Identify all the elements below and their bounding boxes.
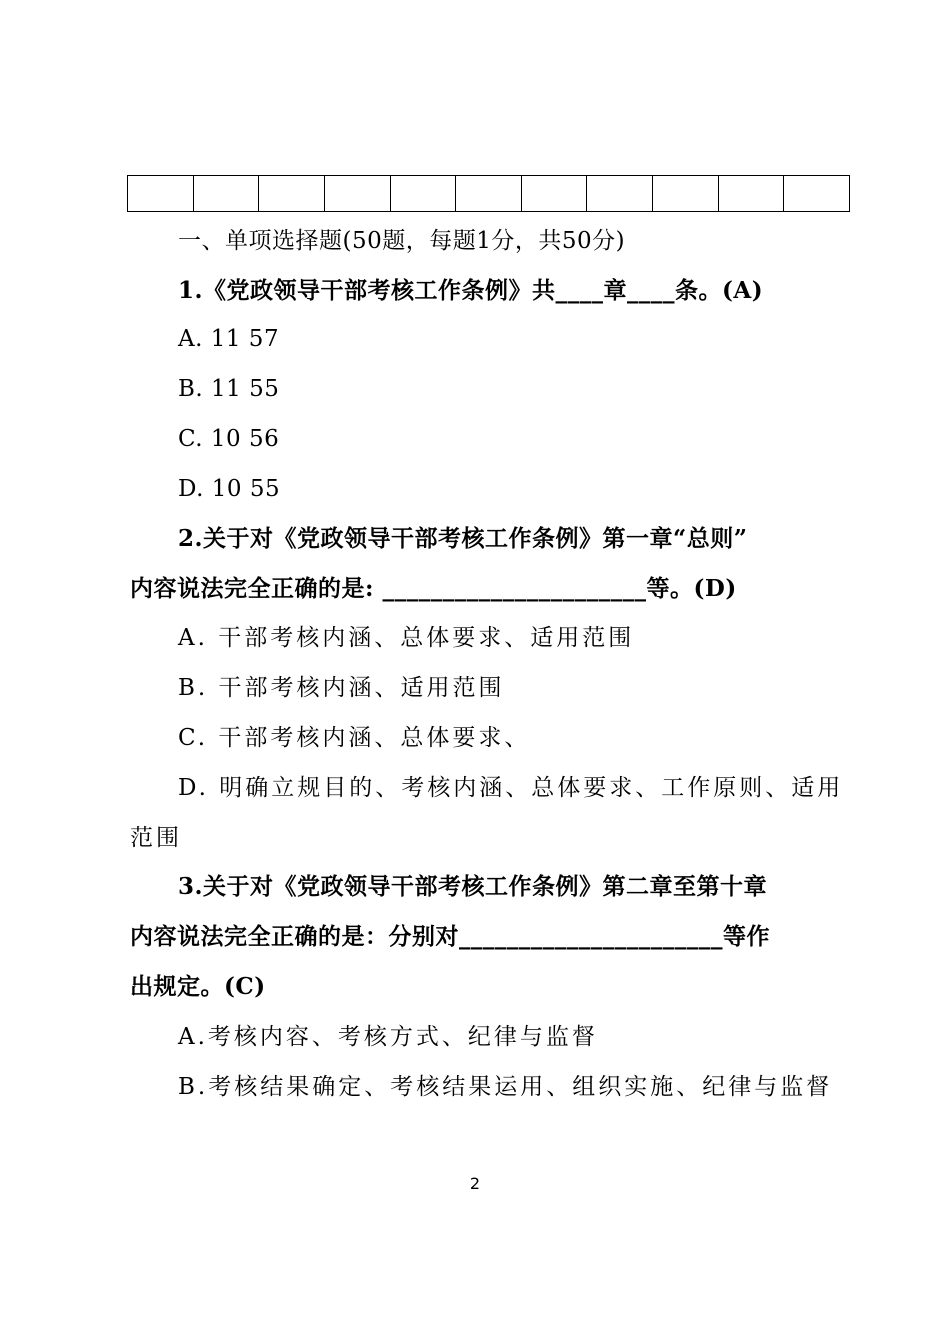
question-3-stem-line-2: 内容说法完全正确的是：分别对______________________等作 [130, 923, 770, 950]
question-1-option-b: B. 11 55 [178, 376, 280, 402]
question-1-option-a: A. 11 57 [178, 326, 280, 352]
score-cell [193, 176, 259, 212]
question-2-option-c: C. 干部考核内涵、总体要求、 [178, 725, 531, 751]
question-2-option-d-continued: 范围 [130, 825, 182, 851]
score-cell [324, 176, 390, 212]
score-cell [718, 176, 784, 212]
score-cell [521, 176, 587, 212]
score-cell [784, 176, 850, 212]
score-cell [259, 176, 325, 212]
question-2-stem-line-1: 2.关于对《党政领导干部考核工作条例》第一章“总则” [178, 525, 748, 552]
score-cell [390, 176, 456, 212]
score-cell [653, 176, 719, 212]
question-3-option-a: A.考核内容、考核方式、纪律与监督 [178, 1024, 598, 1050]
question-3-option-b: B.考核结果确定、考核结果运用、组织实施、纪律与监督 [178, 1074, 833, 1100]
question-3-stem-line-3: 出规定。(C) [130, 973, 266, 1000]
question-2-option-d: D. 明确立规目的、考核内涵、总体要求、工作原则、适用 [178, 775, 844, 801]
score-table-row [128, 176, 850, 212]
question-2-option-b: B. 干部考核内涵、适用范围 [178, 675, 505, 701]
question-3-stem-line-1: 3.关于对《党政领导干部考核工作条例》第二章至第十章 [178, 873, 768, 900]
score-table [127, 175, 850, 212]
score-cell [587, 176, 653, 212]
section-heading: 一、单项选择题(50题，每题1分，共50分) [178, 228, 626, 254]
score-cell [128, 176, 194, 212]
question-2-stem-line-2: 内容说法完全正确的是: ______________________等。(D) [130, 575, 737, 602]
question-2-option-a: A. 干部考核内涵、总体要求、适用范围 [178, 625, 635, 651]
score-cell [456, 176, 522, 212]
question-1-option-d: D. 10 55 [178, 476, 281, 502]
page-number: 2 [469, 1174, 481, 1193]
question-1-option-c: C. 10 56 [178, 426, 280, 452]
question-1-stem: 1.《党政领导干部考核工作条例》共____章____条。(A) [178, 277, 764, 304]
